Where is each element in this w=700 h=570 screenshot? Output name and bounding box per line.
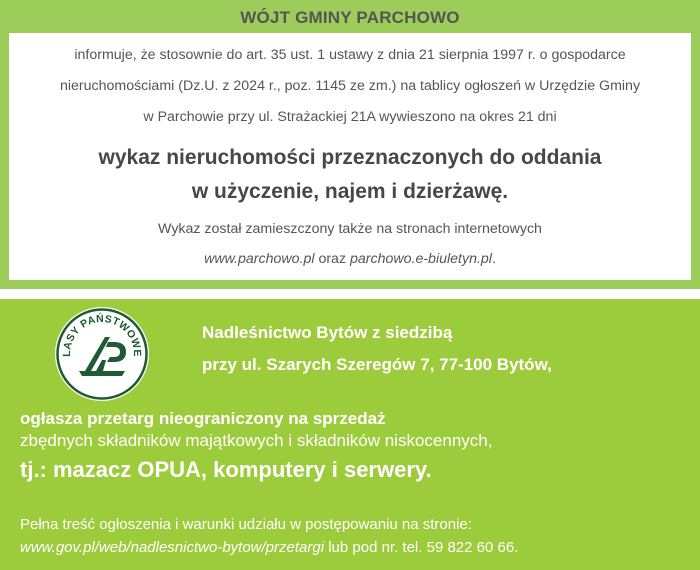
forestry-notice (0, 299, 700, 570)
tender-announcement: ogłasza przetarg nieograniczony na sprzedaż (20, 409, 386, 428)
tender-details: tj.: mazacz OPUA, komputery i serwery. (20, 457, 432, 482)
notice-headline-2: w użyczenie, najem i dzierżawę. (191, 180, 509, 203)
notice-line-1: informuje, że stosownie do art. 35 ust. 1 ustawy z dnia 21 sierpnia 1997 r. o gospodarce (74, 47, 626, 63)
notice-line-4: Wykaz został zamieszczony także na stronach internetowych (158, 221, 542, 237)
websites-connector: oraz (314, 251, 350, 267)
website-biuletyn-link[interactable]: parchowo.e-biuletyn.pl (349, 251, 492, 267)
org-address: przy ul. Szarych Szeregów 7, 77-100 Bytów, (202, 355, 552, 374)
website-parchowo-link[interactable]: www.parchowo.pl (204, 251, 315, 267)
websites-period: . (491, 251, 496, 267)
notice-websites (9, 251, 691, 267)
notice-line-3: w Parchowie przy ul. Strażackiej 21A wywieszono na okres 21 dni (143, 109, 557, 125)
tender-url-link[interactable]: www.gov.pl/web/nadlesnictwo-bytow/przetargi (20, 539, 325, 556)
notice-title: WÓJT GMINY PARCHOWO (240, 8, 460, 27)
tender-contact (20, 539, 518, 556)
tender-info: Pełna treść ogłoszenia i warunki udziału w postępowaniu na stronie: (20, 516, 472, 533)
tender-phone: lub pod nr. tel. 59 822 60 66. (324, 539, 519, 556)
notice-headline-1: wykaz nieruchomości przeznaczonych do oddania (98, 146, 602, 169)
logo-text: LASY PAŃSTWOWE (60, 312, 144, 358)
org-name: Nadleśnictwo Bytów z siedzibą (202, 323, 453, 342)
lasy-panstwowe-logo (52, 304, 152, 404)
notice-body (9, 33, 691, 280)
tender-items: zbędnych składników majątkowych i składników niskocennych, (20, 431, 493, 450)
notice-line-2: nieruchomościami (Dz.U. z 2024 r., poz. 1145 ze zm.) na tablicy ogłoszeń w Urzędzie Gminy (59, 78, 641, 94)
